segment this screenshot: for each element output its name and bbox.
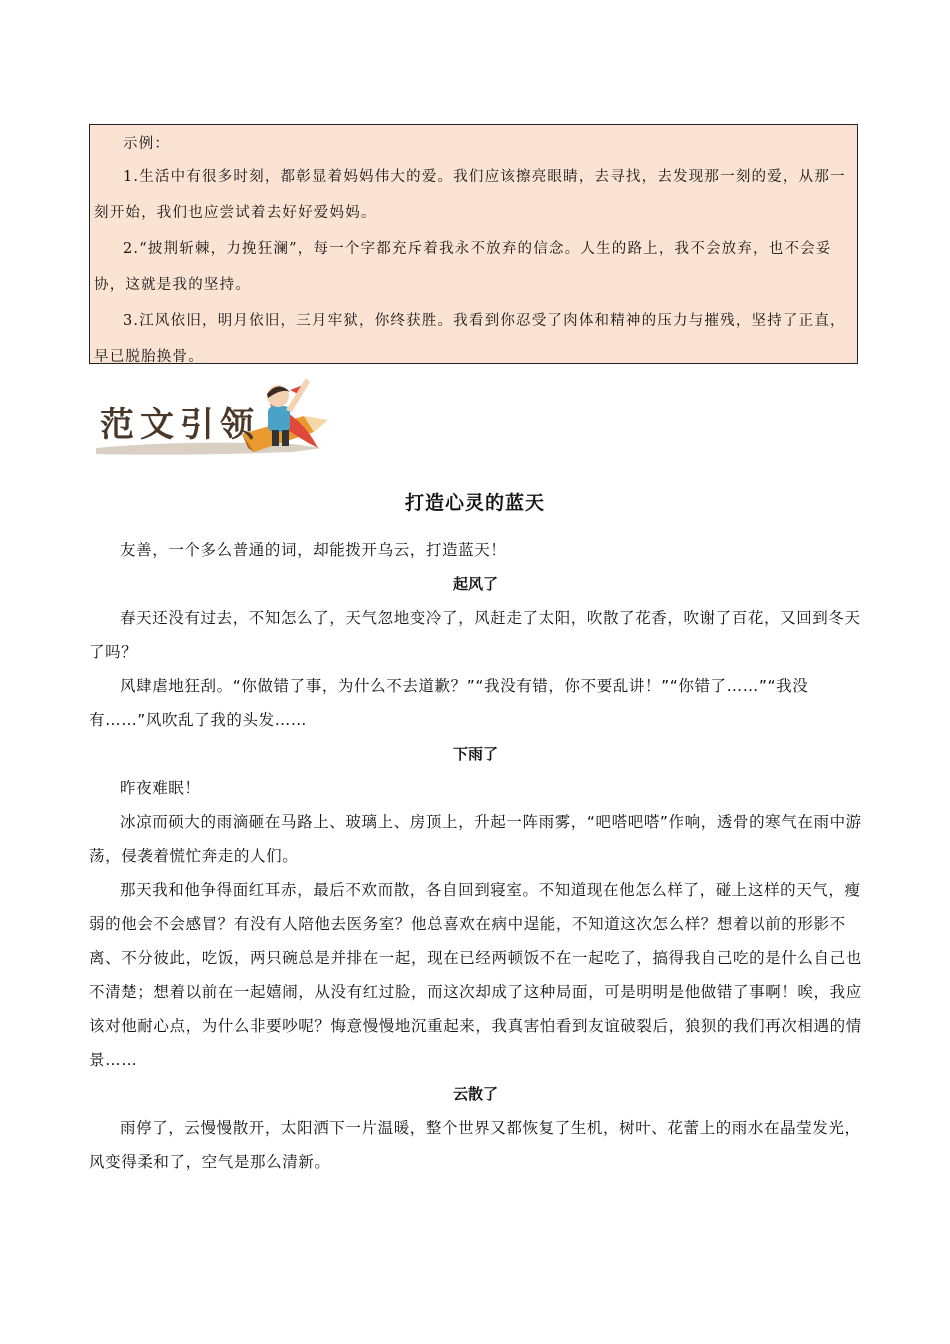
example-item-2: 2.“披荆斩棘，力挽狂澜”，每一个字都充斥着我永不放弃的信念。人生的路上，我不会放弃，也不会妥协，这就是我的坚持。 (94, 241, 832, 293)
paragraph: 昨夜难眠！ (120, 779, 201, 797)
example-item-3: 3.江风依旧，明月依旧，三月牢狱，你终获胜。我看到你忍受了肉体和精神的压力与摧残，坚持了正直，早已脱胎换骨。 (94, 313, 846, 365)
paragraph: 那天我和他争得面红耳赤，最后不欢而散，各自回到寝室。不知道现在他怎么样了，碰上这样的天气，瘦弱的他会不会感冒？有没有人陪他去医务室？他总喜欢在病中逞能，不知道这次怎么样？想着以前的形影不离、不分彼此，吃饭，两只碗总是并排在一起，现在已经两顿饭不在一起吃了，搞得我自己吃的是什么自己也不清楚；想着以前在一起嬉闹，从没有红过脸，而这次却成了这种局面，可是明明是他做错了事啊！唉，我应该对他耐心点，为什么非要吵呢？悔意慢慢地沉重起来，我真害怕看到友谊破裂后，狼狈的我们再次相遇的情景…… (89, 881, 862, 1069)
paragraph: 雨停了，云慢慢散开，太阳洒下一片温暖，整个世界又都恢复了生机，树叶、花蕾上的雨水在晶莹发光，风变得柔和了，空气是那么清新。 (89, 1119, 861, 1171)
paragraph: 风肆虐地狂刮。“你做错了事，为什么不去道歉？”“我没有错，你不要乱讲！”“你错了……”“我没有……”风吹乱了我的头发…… (89, 677, 809, 729)
banner-text: 范文引领 (100, 405, 260, 445)
section-heading: 云散了 (452, 1085, 498, 1103)
example-label: 示例： (123, 136, 171, 152)
example-item-1: 1.生活中有很多时刻，都彰显着妈妈伟大的爱。我们应该擦亮眼睛，去寻找，去发现那一刻的爱，从那一刻开始，我们也应尝试着去好好爱妈妈。 (94, 169, 846, 221)
article-intro: 友善，一个多么普通的词，却能拨开乌云，打造蓝天！ (120, 541, 507, 559)
banner-graphic (92, 376, 342, 466)
paragraph: 冰凉而硕大的雨滴砸在马路上、玻璃上、房顶上，升起一阵雨雾，“吧嗒吧嗒”作响，透骨的寒气在雨中游荡，侵袭着慌忙奔走的人们。 (89, 813, 862, 865)
example-box (89, 124, 858, 364)
section-heading: 起风了 (452, 575, 498, 593)
article-title: 打造心灵的蓝天 (404, 492, 545, 514)
paragraph: 春天还没有过去，不知怎么了，天气忽地变冷了，风赶走了太阳，吹散了花香，吹谢了百花，又回到冬天了吗？ (89, 609, 861, 661)
section-banner (92, 376, 342, 466)
article-body (89, 533, 862, 1179)
section-heading: 下雨了 (452, 745, 498, 763)
